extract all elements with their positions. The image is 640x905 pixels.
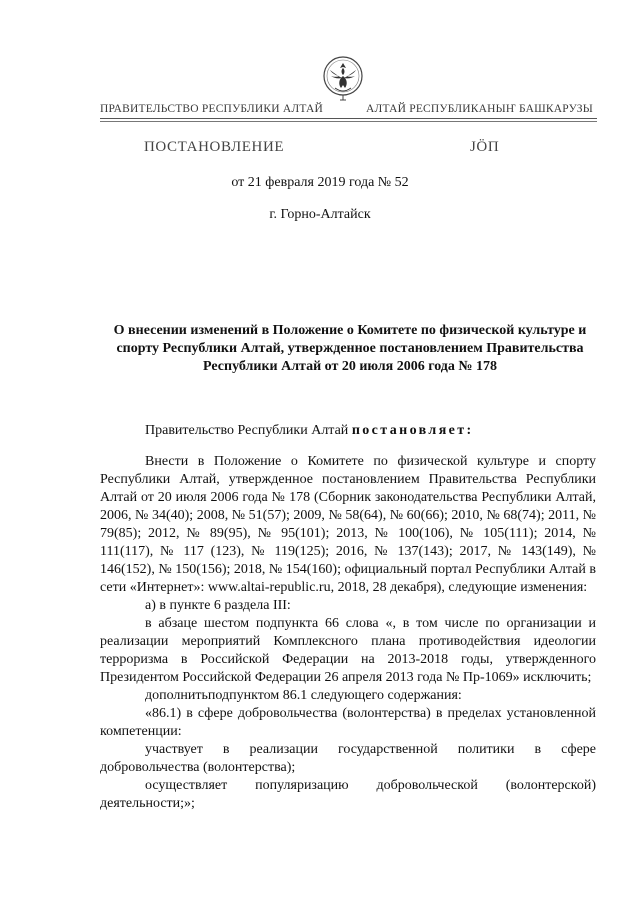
body-paragraph: «86.1) в сфере добровольчества (волонтерства) в пределах установленной компетенции:: [100, 706, 596, 739]
government-name-altai: АЛТАЙ РЕСПУБЛИКАНЫҤ БАШКАРУЗЫ: [366, 103, 593, 115]
body-paragraph: в абзаце шестом подпункта 66 слова «, в том числе по организации и реализации мероприятий Комплексного плана противодействия идеологии терроризма в Российской Федерации на 2013-2018 годы, утвержденного Президентом Российской Федерации 26 апреля 2013 года № Пр-1069» исключить;: [100, 616, 596, 685]
body-paragraph: Внести в Положение о Комитете по физической культуре и спорту Республики Алтай, утвержденное постановлением Правительства Республики Алтай от 20 июля 2006 года № 178 (Сборник законодательства Республики Алтай, 2006, № 34(40); 2008, № 51(57); 2009, № 58(64), № 60(66); 2010, № 68(74); 2011, № 79(85); 2012, № 89(95), № 95(101); 2013, № 100(106), № 105(111); 2014, № 111(117), № 117 (123), № 119(125); 2016, № 137(143); 2017, № 143(149), № 146(152), № 150(156); 2018, № 154(160); официальный портал Республики Алтай в сети «Интернет»: www.altai-republic.ru, 2018, 28 декабря), следующие изменения:: [100, 454, 596, 595]
body-paragraph: осуществляет популяризацию добровольческой (волонтерской) деятельности;»;: [100, 778, 596, 811]
document-city: г. Горно-Алтайск: [269, 207, 371, 222]
decree-prefix: Правительство Республики Алтай: [145, 423, 352, 438]
altai-emblem-icon: [322, 54, 364, 102]
document-type-altai: ЈӦП: [470, 139, 500, 155]
decree-verb: постановляет:: [351, 423, 474, 438]
body-paragraph: участвует в реализации государственной политики в сфере добровольчества (волонтерства);: [100, 742, 596, 775]
header-divider-thin: [100, 121, 597, 122]
header-divider: [100, 118, 597, 119]
document-type-russian: ПОСТАНОВЛЕНИЕ: [144, 139, 285, 155]
document-date-number: от 21 февраля 2019 года № 52: [231, 175, 409, 190]
document-body: [100, 453, 596, 813]
body-paragraph: а) в пункте 6 раздела III:: [145, 598, 291, 613]
document-title: О внесении изменений в Положение о Комитете по физической культуре и спорту Республики Алтай, утвержденное постановлением Правительства Республики Алтай от 20 июля 2006 года № 178: [113, 323, 587, 374]
government-name-russian: ПРАВИТЕЛЬСТВО РЕСПУБЛИКИ АЛТАЙ: [100, 103, 324, 115]
decree-statement: [145, 423, 474, 439]
body-paragraph: дополнитьподпунктом 86.1 следующего содержания:: [145, 688, 462, 703]
